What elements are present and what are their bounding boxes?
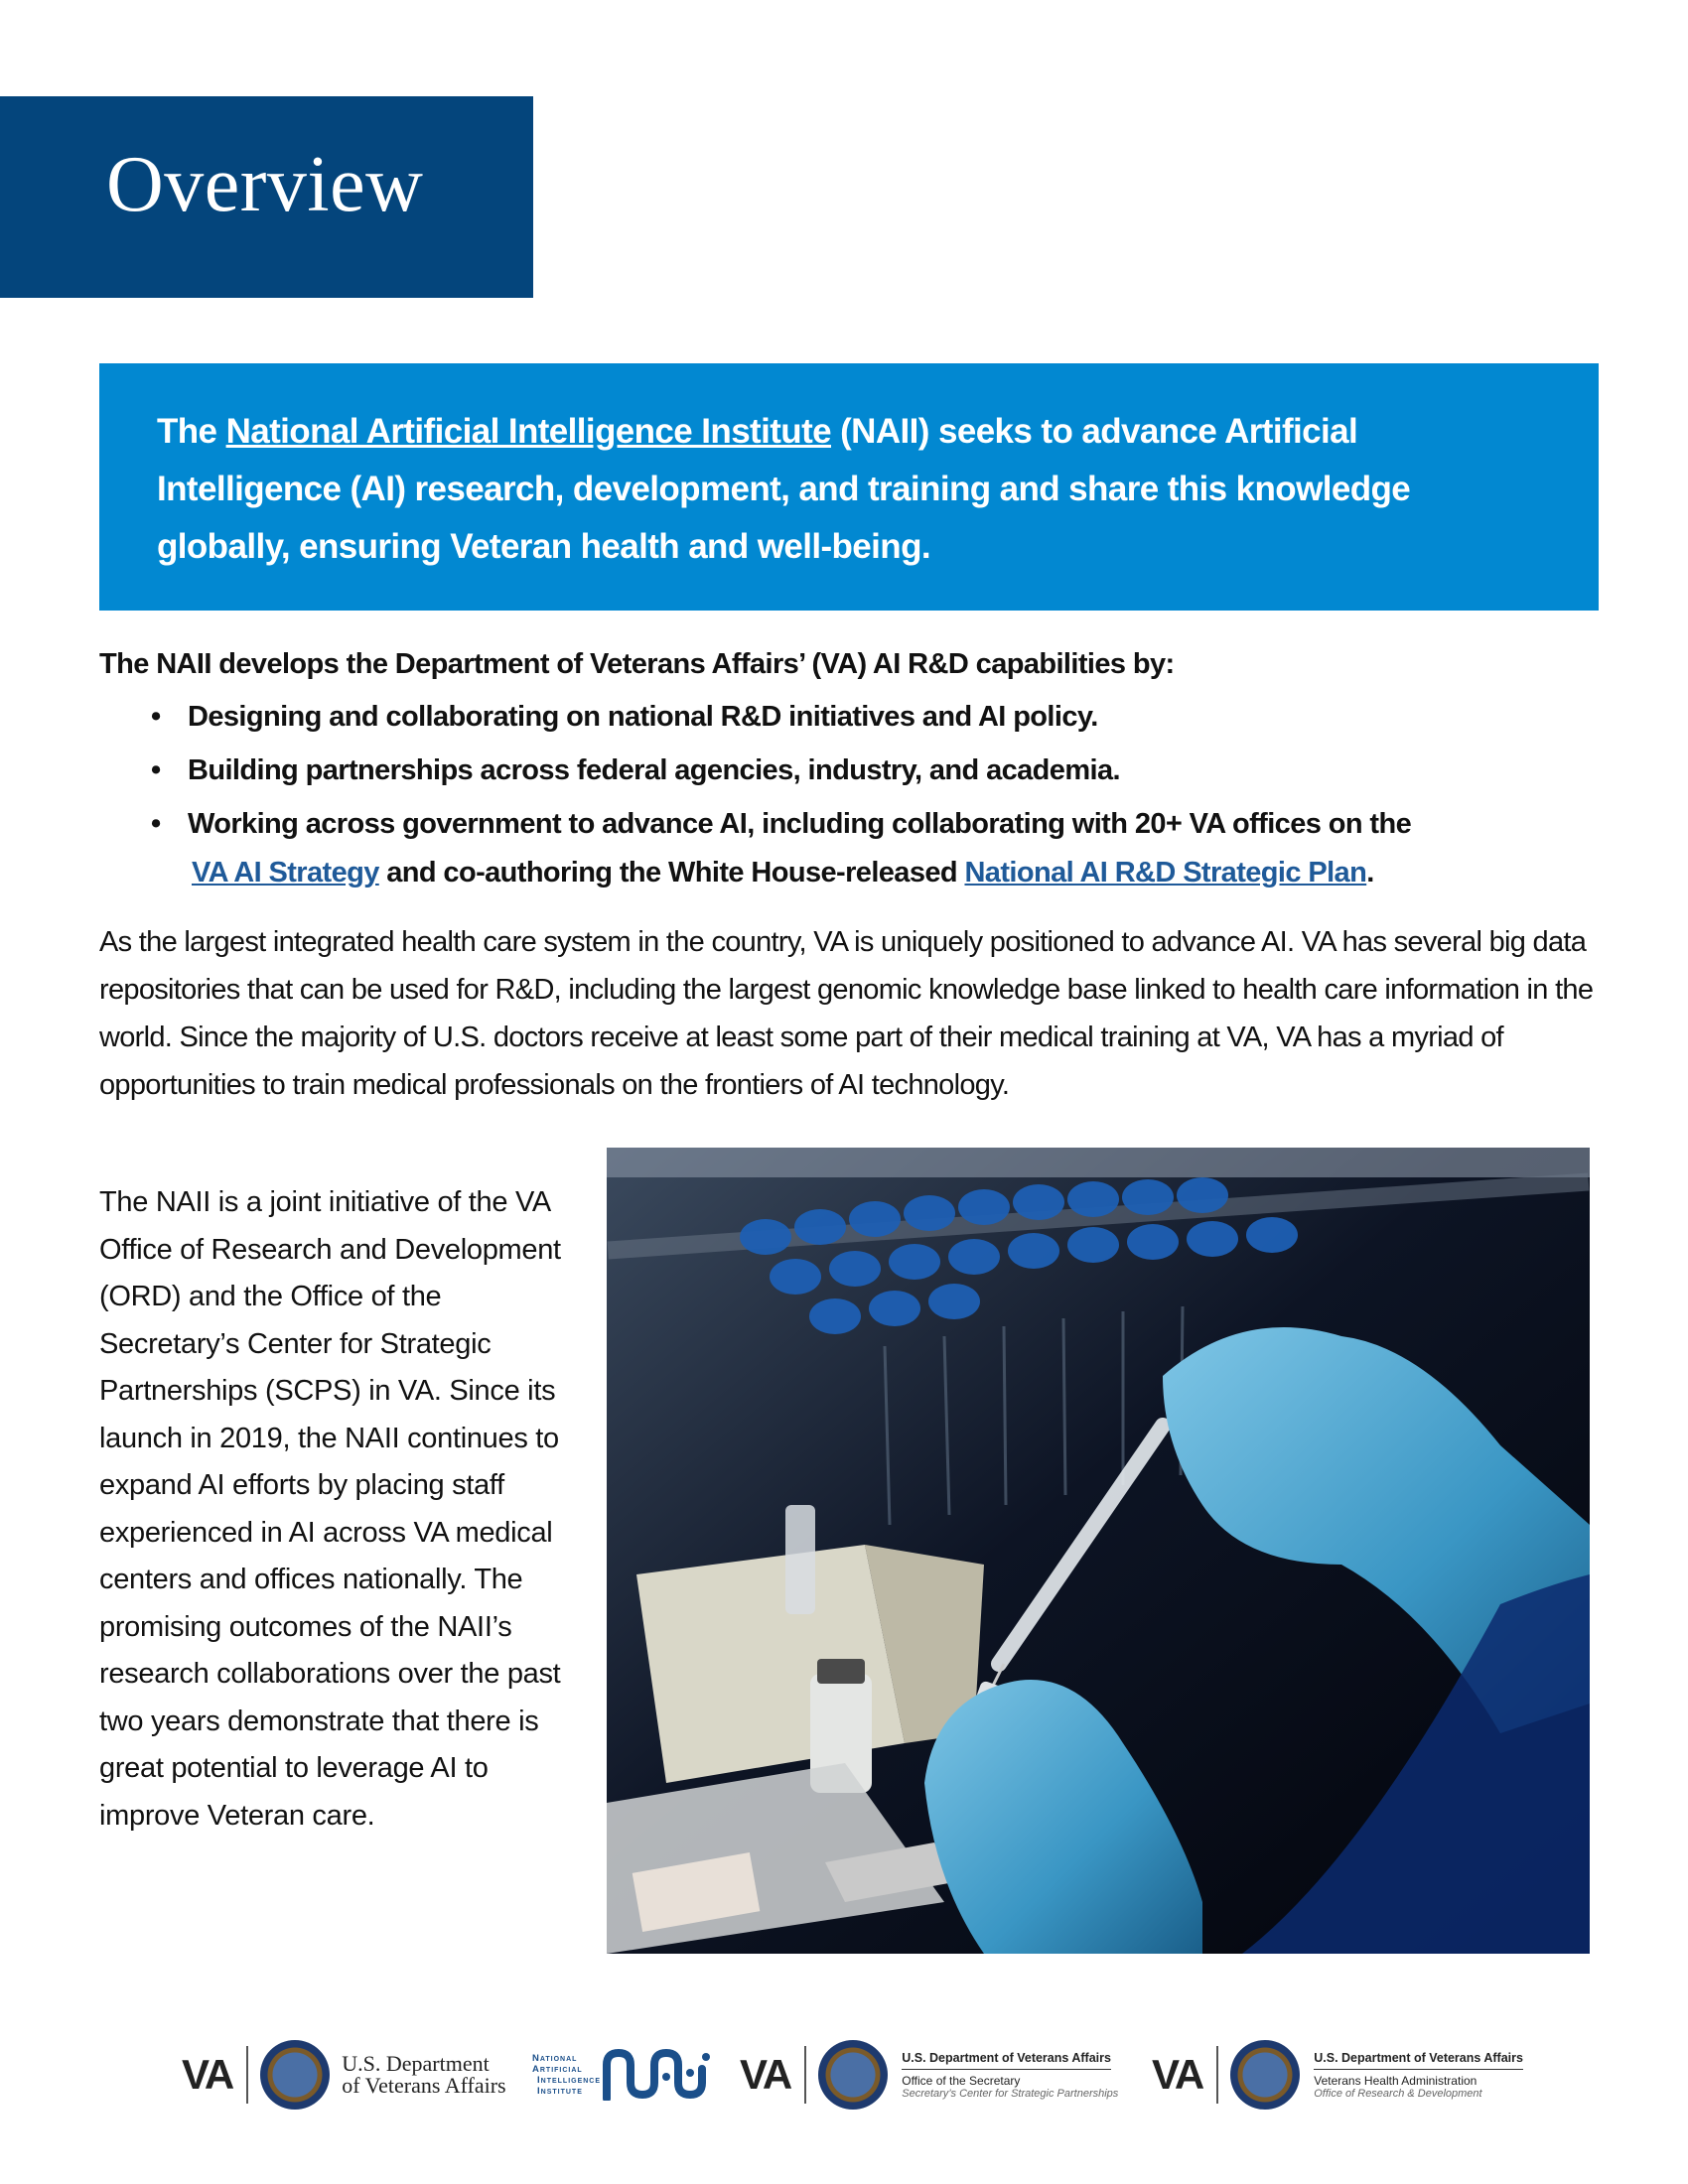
lab-photo-illustration [607,1148,1590,1954]
mission-suffix: (NAII) seeks to advance Artificial Intelligence (AI) research, development, and training and share this knowledge globally, ensuring Veteran health and well-being. [157,412,1411,566]
footer-logos [0,2025,1688,2124]
list-item-text: Working across government to advance AI, including collaborating with 20+ VA offices on the [188,808,1412,840]
naii-word: Intelligence [537,2075,602,2086]
ord-logo [1152,2025,1523,2124]
page-title: Overview [106,141,424,228]
naii-wordmark [532,2053,601,2097]
scps-logo [740,2025,1118,2124]
naii-logo [532,2025,712,2124]
naii-link[interactable]: National Artificial Intelligence Institute [225,412,831,451]
capabilities-lead: The NAII develops the Department of Veterans Affairs’ (VA) AI R&D capabilities by: [99,648,1175,680]
capabilities-list [99,690,1609,894]
scps-office: Office of the Secretary [902,2073,1021,2088]
mission-callout [99,363,1599,611]
va-seal-icon [1230,2040,1300,2110]
va-seal-icon [818,2040,888,2110]
ord-administration: Veterans Health Administration [1314,2073,1477,2088]
logo-divider [804,2046,806,2104]
body-paragraph-naii-initiative: The NAII is a joint initiative of the VA Office of Research and Development (ORD) and the Office of the Secretary’s Center for Strategic Partnerships (SCPS) in VA. Since its launch in 2019, the NAII continues to expand AI efforts by placing staff experienced in AI across VA medical centers and offices nationally. The promising outcomes of the NAII’s research collaborations over the past two years demonstrate that there is great potential to leverage AI to improve Veteran care. [99,1186,561,1832]
va-department-logo [182,2025,506,2124]
list-item [99,744,1609,797]
list-item [99,690,1609,744]
logo-divider [1216,2046,1218,2104]
mission-prefix: The [157,412,226,451]
list-item-text: . [1366,857,1374,888]
bullet-icon: • [151,701,161,733]
ord-department: U.S. Department of Veterans Affairs [1314,2051,1523,2070]
body-paragraph-va-position: As the largest integrated health care system in the country, VA is uniquely positioned to advance AI. VA has several big data repositories that can be used for R&D, including the largest genomic knowledge base linked to health care information in the world. Since the majority of U.S. doctors receive at least some part of their medical training at VA, VA has a myriad of opportunities to train medical professionals on the frontiers of AI technology. [99,926,1594,1101]
naii-wave-icon [603,2049,712,2101]
scps-text [902,2051,1118,2100]
scps-center: Secretary’s Center for Strategic Partnerships [902,2087,1119,2100]
list-item-text: Building partnerships across federal agencies, industry, and academia. [188,754,1120,786]
list-item-text: Designing and collaborating on national R&D initiatives and AI policy. [188,701,1098,733]
logo-divider [246,2046,248,2104]
va-department-line1: U.S. Department [342,2051,490,2076]
va-department-line2: of Veterans Affairs [342,2073,506,2098]
title-banner [0,96,533,298]
va-wordmark: VA [1152,2051,1203,2098]
list-item-continuation [188,851,1609,894]
list-item [99,797,1609,894]
va-seal-icon [260,2040,330,2110]
ord-text [1314,2051,1523,2100]
va-wordmark: VA [740,2051,791,2098]
va-department-name [342,2053,505,2097]
capabilities-section [99,638,1609,894]
naii-word: Institute [537,2086,583,2097]
va-wordmark: VA [182,2051,233,2098]
list-item-text: and co-authoring the White House-released [378,857,965,888]
va-ai-strategy-link[interactable]: VA AI Strategy [192,857,379,888]
lab-photo [607,1148,1590,1954]
ord-office: Office of Research & Development [1314,2087,1482,2100]
naii-word: National [532,2053,578,2064]
bullet-icon: • [151,754,161,786]
national-ai-rd-plan-link[interactable]: National AI R&D Strategic Plan [964,857,1367,888]
mission-statement [157,403,1539,576]
scps-department: U.S. Department of Veterans Affairs [902,2051,1111,2070]
naii-word: Artificial [532,2064,583,2075]
bullet-icon: • [151,808,161,840]
